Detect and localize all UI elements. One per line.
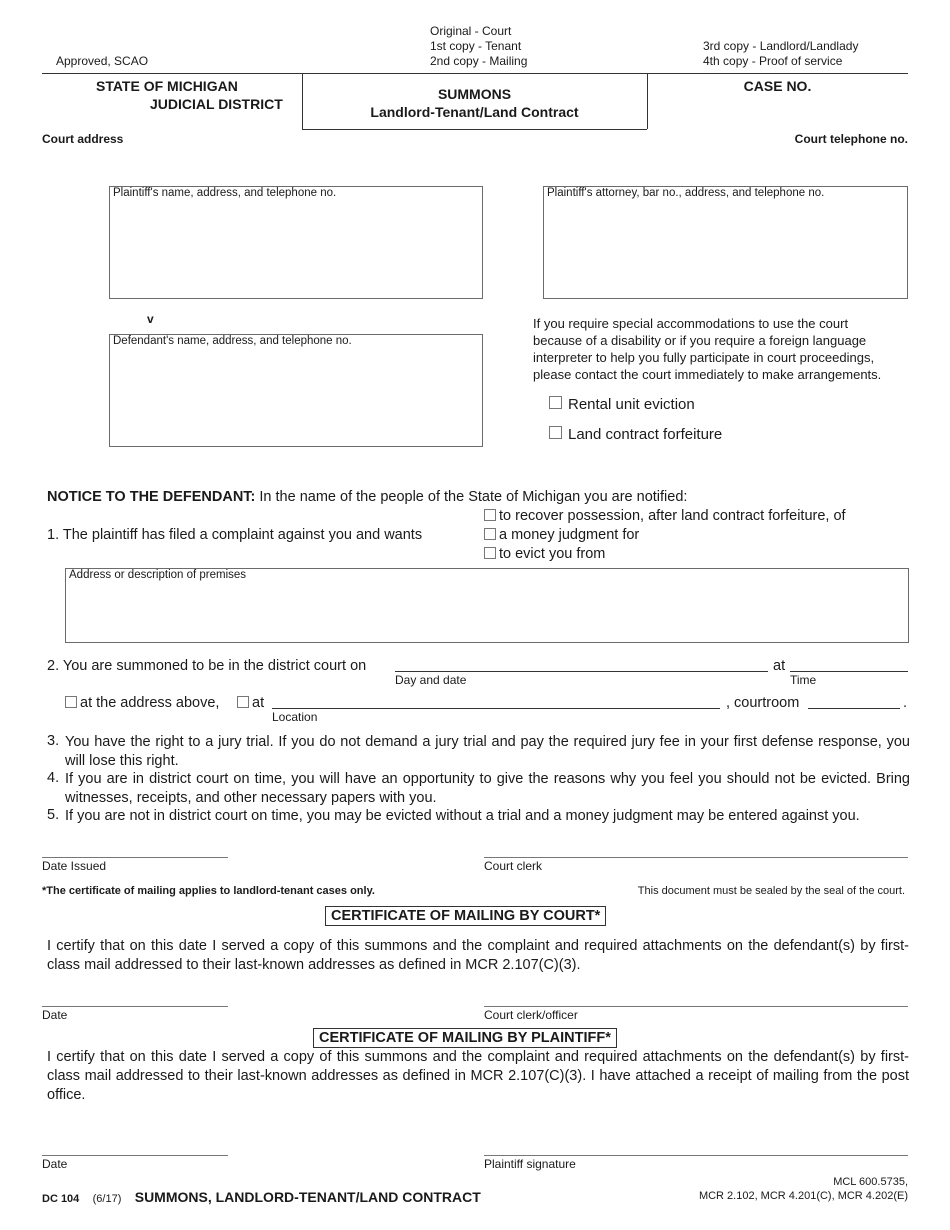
cert-court-signer-line[interactable] <box>484 1006 908 1007</box>
cert-plaintiff-signer-label: Plaintiff signature <box>484 1157 576 1171</box>
option-evict-row <box>484 546 605 562</box>
option-recover-row <box>484 508 846 524</box>
option-money-checkbox[interactable] <box>484 528 496 540</box>
item-1-text: 1. The plaintiff has filed a complaint against you and wants <box>47 527 423 543</box>
versus-label: v <box>147 312 154 326</box>
judicial-district: JUDICIAL DISTRICT <box>150 96 283 112</box>
day-date-caption: Day and date <box>395 673 467 687</box>
option-money-row <box>484 527 639 543</box>
header-bottom-rule <box>302 129 647 130</box>
case-number-label: CASE NO. <box>743 78 812 94</box>
summons-title: SUMMONS <box>437 86 512 102</box>
date-issued-label: Date Issued <box>42 859 107 873</box>
attorney-box[interactable] <box>543 186 908 299</box>
cert-plaintiff-date-line[interactable] <box>42 1155 228 1156</box>
address-above-checkbox[interactable] <box>65 696 77 708</box>
item-4-text: If you are in district court on time, you will have an opportunity to give the reasons why you feel you should not be evicted. Bring witnesses, receipts, and other necessary papers with you. <box>65 771 910 806</box>
land-contract-forfeiture-checkbox[interactable] <box>549 426 562 439</box>
approved-scao: Approved, SCAO <box>56 54 149 68</box>
attorney-label: Plaintiff's attorney, bar no., address, and telephone no. <box>547 187 825 199</box>
copy-original: Original - Court <box>430 24 512 38</box>
plaintiff-box[interactable] <box>109 186 483 299</box>
certificate-note: *The certificate of mailing applies to landlord-tenant cases only. <box>42 885 375 897</box>
premises-label: Address or description of premises <box>69 569 247 581</box>
court-telephone-label: Court telephone no. <box>794 132 908 146</box>
item-3-number: 3. <box>47 733 60 749</box>
citation-line-2: MCR 2.102, MCR 4.201(C), MCR 4.202(E) <box>698 1190 908 1202</box>
other-location-checkbox[interactable] <box>237 696 249 708</box>
courtroom-period: . <box>903 695 908 711</box>
defendant-label: Defendant's name, address, and telephone no. <box>113 335 352 347</box>
court-clerk-label: Court clerk <box>484 859 543 873</box>
notice-intro: In the name of the people of the State of Michigan you are notified: <box>259 489 688 505</box>
cert-court-signer-label: Court clerk/officer <box>484 1008 578 1022</box>
plaintiff-label: Plaintiff's name, address, and telephone no. <box>113 187 337 199</box>
option-money-label: a money judgment for <box>499 527 640 543</box>
other-location-row <box>237 695 264 711</box>
option-evict-label: to evict you from <box>499 546 606 562</box>
header-top-rule <box>42 73 908 74</box>
accommodations-line-3: interpreter to help you fully participate in court proceedings, <box>533 350 875 365</box>
cert-plaintiff-date-label: Date <box>42 1157 68 1171</box>
court-time-line[interactable] <box>790 671 908 672</box>
form-title: SUMMONS, LANDLORD-TENANT/LAND CONTRACT <box>134 1189 481 1205</box>
date-issued-line[interactable] <box>42 857 228 858</box>
item-2-text: 2. You are summoned to be in the district court on <box>47 658 367 674</box>
summons-subtitle: Landlord-Tenant/Land Contract <box>370 104 579 120</box>
copy-second: 2nd copy - Mailing <box>430 54 528 68</box>
state-title: STATE OF MICHIGAN <box>96 78 238 94</box>
citation-line-1: MCL 600.5735, <box>833 1176 908 1188</box>
court-address-label: Court address <box>42 132 124 146</box>
option-recover-label: to recover possession, after land contract forfeiture, of <box>499 508 846 524</box>
notice-heading: NOTICE TO THE DEFENDANT: <box>47 489 256 505</box>
cert-plaintiff-text: I certify that on this date I served a copy of this summons and the complaint and required attachments on the defendant(s) by first-class mail addressed to their last-known addresses as defined in MCR 2.107(C)(3). I have attached a receipt of mailing from the post office. <box>47 1049 909 1103</box>
item-4-number: 4. <box>47 770 60 786</box>
cert-plaintiff-signer-line[interactable] <box>484 1155 908 1156</box>
time-caption: Time <box>790 673 817 687</box>
accommodations-line-1: If you require special accommodations to use the court <box>533 316 849 331</box>
cert-court-date-line[interactable] <box>42 1006 228 1007</box>
seal-note: This document must be sealed by the seal of the court. <box>637 885 905 897</box>
other-location-at: at <box>252 695 265 711</box>
item-5-number: 5. <box>47 807 60 823</box>
court-clerk-line[interactable] <box>484 857 908 858</box>
accommodations-line-4: please contact the court immediately to make arrangements. <box>533 367 882 382</box>
option-recover-checkbox[interactable] <box>484 509 496 521</box>
court-date-line[interactable] <box>395 671 768 672</box>
form-revision: (6/17) <box>92 1193 122 1205</box>
address-above-label: at the address above, <box>80 695 220 711</box>
cert-plaintiff-title: CERTIFICATE OF MAILING BY PLAINTIFF* <box>313 1028 617 1048</box>
option-evict-checkbox[interactable] <box>484 547 496 559</box>
location-caption: Location <box>272 710 318 724</box>
notice-line <box>47 489 687 505</box>
accommodations-line-2: because of a disability or if you require a foreign language <box>533 333 867 348</box>
footer-citations <box>600 1175 908 1203</box>
item-3-text: You have the right to a jury trial. If you do not demand a jury trial and pay the required jury fee in your first defense response, you will lose this right. <box>65 734 910 769</box>
cert-court-text: I certify that on this date I served a copy of this summons and the complaint and required attachments on the defendant(s) by first-class mail addressed to their last-known addresses as defined in MCR 2.107(C)(3). <box>47 938 909 973</box>
premises-box[interactable] <box>65 568 909 643</box>
copy-distribution-center <box>430 24 527 69</box>
copy-fourth: 4th copy - Proof of service <box>703 54 843 68</box>
item-5-text: If you are not in district court on time, you may be evicted without a trial and a money judgment may be entered against you. <box>65 808 860 824</box>
cert-court-date-label: Date <box>42 1008 68 1022</box>
courtroom-line[interactable] <box>808 708 900 709</box>
land-contract-forfeiture-label: Land contract forfeiture <box>568 426 723 443</box>
rental-eviction-label: Rental unit eviction <box>568 396 695 413</box>
cert-court-title: CERTIFICATE OF MAILING BY COURT* <box>325 906 606 926</box>
address-above-row <box>65 695 219 711</box>
item-2-at: at <box>773 658 786 674</box>
accommodations-notice <box>533 315 881 383</box>
copy-third: 3rd copy - Landlord/Landlady <box>703 39 859 53</box>
footer-form-id <box>42 1189 481 1207</box>
rental-eviction-checkbox[interactable] <box>549 396 562 409</box>
form-number: DC 104 <box>42 1193 80 1205</box>
defendant-box[interactable] <box>109 334 483 447</box>
copy-first: 1st copy - Tenant <box>430 39 522 53</box>
courtroom-label: , courtroom <box>726 695 800 711</box>
copy-distribution-right <box>703 39 858 69</box>
location-line[interactable] <box>272 708 720 709</box>
